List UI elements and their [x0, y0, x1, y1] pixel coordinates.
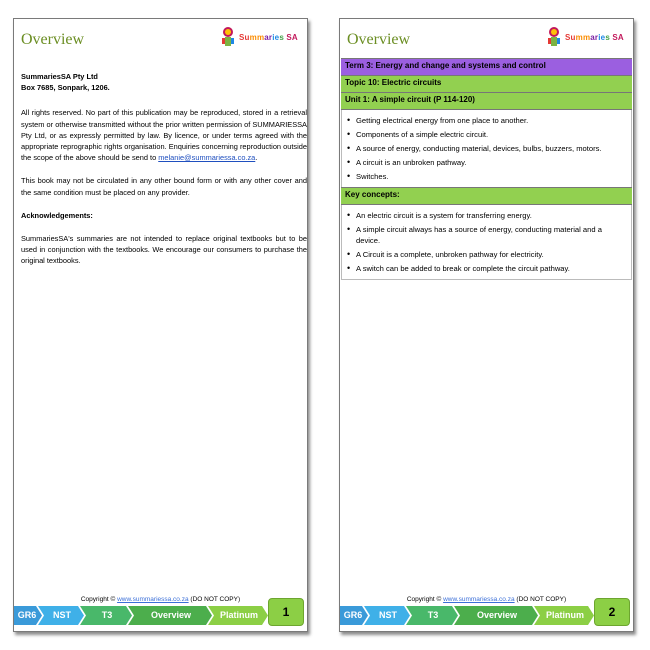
copyright-prefix: Copyright © — [80, 596, 116, 603]
list-item: • A source of energy, conducting material, devices, bulbs, buzzers, motors. — [346, 143, 627, 154]
list-item: • Components of a simple electric circuit. — [346, 129, 627, 140]
page-title: Overview — [21, 31, 85, 48]
rights-paragraph: All rights reserved. No part of this publication may be reproduced, stored in a retrieval system or otherwise transmitted without the prior written permission of SUMMARIESSA Pty Ltd, or as expressly permitted by law. By licence, or under terms agreed with the appropriate reprographic rights organisation. Enquiries concerning reproduction outside the scope of the above should be send to — [21, 108, 307, 163]
acknowledgements-text: SummariesSA's summaries are not intended to replace original textbooks but to be used in conjunction with the textbooks. We encourage our consumers to purchase the original textbooks. — [21, 234, 307, 266]
company-name: SummariesSA Pty Ltd — [21, 72, 98, 81]
topic-heading: Topic 10: Electric circuits — [341, 76, 632, 93]
email-link[interactable]: melanie@summariessa.co.za — [158, 153, 256, 163]
list-item: • A Circuit is a complete, unbroken pathway for electricity. — [346, 249, 627, 260]
list-item: • A circuit is an unbroken pathway. — [346, 157, 627, 168]
page-number: 1 — [268, 598, 304, 626]
acknowledgements-heading: Acknowledgements: — [21, 210, 93, 220]
logo-wordmark: Summaries SA — [239, 33, 298, 42]
circulation-paragraph: This book may not be circulated in any other bound form or with any other cover and the same condition must be placed on any provider. — [21, 176, 307, 197]
page-title: Overview — [347, 31, 411, 48]
key-concepts-heading: Key concepts: — [341, 187, 632, 205]
logo-wordmark: Summaries SA — [565, 33, 624, 42]
brand-logo — [545, 25, 627, 51]
unit-bullet-list — [341, 110, 632, 187]
page-body — [21, 71, 307, 279]
term-heading: Term 3: Energy and change and systems and control — [341, 58, 632, 76]
copyright-link[interactable]: www.summariessa.co.za — [117, 596, 189, 603]
breadcrumb-footer — [14, 606, 307, 625]
crumb-grade: GR6 — [343, 610, 363, 620]
crumb-section: Overview — [150, 610, 192, 620]
list-item: • A switch can be added to break or complete the circuit pathway. — [346, 263, 627, 274]
crumb-edition: Platinum — [219, 610, 258, 620]
document-page-1 — [13, 18, 308, 632]
unit-heading: Unit 1: A simple circuit (P 114-120) — [341, 93, 632, 110]
crumb-section: Overview — [476, 610, 518, 620]
copyright-prefix: Copyright © — [406, 596, 442, 603]
crumb-term: T3 — [101, 610, 113, 620]
list-item: • An electric circuit is a system for transferring energy. — [346, 210, 627, 221]
rights-end: . — [255, 153, 258, 163]
copyright-line — [340, 596, 633, 603]
crumb-grade: GR6 — [17, 610, 37, 620]
breadcrumb-footer — [340, 606, 633, 625]
company-address: Box 7685, Sonpark, 1206. — [21, 83, 110, 93]
crumb-subject: NST — [53, 610, 71, 620]
key-concepts-list — [341, 205, 632, 280]
crumb-subject: NST — [379, 610, 397, 620]
list-item: • A simple circuit always has a source of energy, conducting material and a device. — [346, 224, 627, 246]
page-number: 2 — [594, 598, 630, 626]
document-page-2 — [339, 18, 634, 632]
list-item: • Getting electrical energy from one place to another. — [346, 115, 627, 126]
copyright-line — [14, 596, 307, 603]
crumb-term: T3 — [427, 610, 439, 620]
crumb-edition: Platinum — [545, 610, 584, 620]
content-table — [341, 58, 632, 280]
brand-logo — [219, 25, 301, 51]
copyright-suffix: (DO NOT COPY) — [190, 596, 241, 603]
copyright-suffix: (DO NOT COPY) — [516, 596, 567, 603]
copyright-link[interactable]: www.summariessa.co.za — [443, 596, 515, 603]
list-item: • Switches. — [346, 171, 627, 182]
